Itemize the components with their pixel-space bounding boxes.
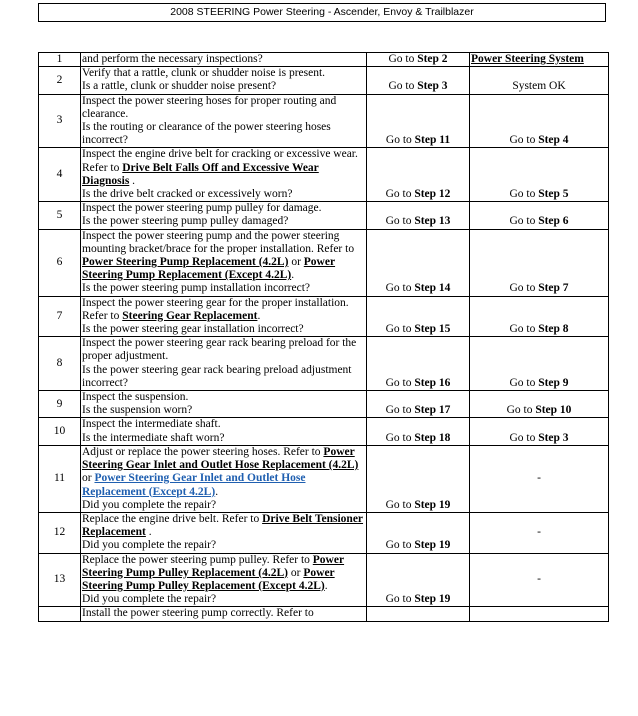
table-row <box>39 391 609 418</box>
step-reference: Step 19 <box>414 498 451 511</box>
step-reference: Step 19 <box>414 593 451 606</box>
reference-link[interactable]: Power Steering Pump Pulley Replacement (4.2L) <box>82 553 345 579</box>
step-reference: Step 12 <box>414 188 451 201</box>
step-number: 12 <box>39 512 81 553</box>
step-number: 3 <box>39 94 81 148</box>
table-row <box>39 53 609 67</box>
step-reference: Step 19 <box>414 539 451 552</box>
result-prefix: Go to <box>506 404 536 417</box>
step-action <box>81 391 367 418</box>
no-result <box>470 391 609 418</box>
yes-result <box>367 337 470 391</box>
result-prefix: Go to <box>509 282 539 295</box>
action-text: Is the power steering pump pulley damaged? <box>82 215 289 228</box>
yes-result <box>367 418 470 445</box>
action-line <box>82 404 365 417</box>
step-reference: Step 17 <box>414 404 451 417</box>
action-line <box>82 67 365 80</box>
reference-link[interactable]: Power Steering Gear Inlet and Outlet Hose Replacement (Except 4.2L) <box>82 472 306 498</box>
result-prefix: Go to <box>509 134 539 147</box>
action-text: . <box>215 485 219 498</box>
step-reference: Step 6 <box>538 215 569 228</box>
step-number: 5 <box>39 202 81 229</box>
action-text: Install the power steering pump correctly. Refer to <box>82 607 314 620</box>
action-text: . <box>145 526 152 539</box>
action-text: Is the suspension worn? <box>82 404 193 417</box>
no-result <box>470 418 609 445</box>
result-text: - <box>537 573 541 586</box>
reference-link[interactable]: Power Steering Pump Replacement (4.2L) <box>82 256 289 269</box>
yes-result <box>367 607 470 621</box>
step-number: 13 <box>39 553 81 607</box>
reference-link[interactable]: Drive Belt Tensioner Replacement <box>82 512 364 539</box>
step-action <box>81 53 367 67</box>
action-text: Replace the power steering pump pulley. Refer to <box>82 553 313 566</box>
yes-result <box>367 53 470 67</box>
action-text: Inspect the engine drive belt for cracking or excessive wear. Refer to <box>82 148 358 174</box>
action-line <box>82 282 365 295</box>
no-result <box>470 607 609 621</box>
result-prefix: Go to <box>385 134 415 147</box>
reference-link[interactable]: Power Steering Pump Replacement (Except 4.2L) <box>82 256 336 282</box>
table-row <box>39 607 609 621</box>
action-text: Verify that a rattle, clunk or shudder noise is present. <box>82 67 326 80</box>
step-reference: Step 13 <box>414 215 451 228</box>
reference-link[interactable]: Power Steering Pump Pulley Replacement (Except 4.2L) <box>82 566 335 592</box>
action-line <box>82 323 365 336</box>
action-text: . <box>324 579 328 592</box>
step-reference: Step 4 <box>538 134 569 147</box>
action-text: . <box>257 309 261 322</box>
step-reference: Step 14 <box>414 282 451 295</box>
result-prefix: Go to <box>509 188 539 201</box>
action-text: Is the intermediate shaft worn? <box>82 431 225 444</box>
action-line <box>82 202 365 215</box>
step-number: 11 <box>39 445 81 512</box>
yes-result <box>367 296 470 337</box>
action-line <box>82 513 365 539</box>
table-row <box>39 202 609 229</box>
table-row <box>39 445 609 512</box>
step-reference: Step 3 <box>417 80 448 93</box>
no-result <box>470 553 609 607</box>
table-row <box>39 418 609 445</box>
no-result <box>470 67 609 94</box>
action-text: Did you complete the repair? <box>82 593 217 606</box>
yes-result <box>367 67 470 94</box>
result-prefix: Go to <box>509 215 539 228</box>
action-line <box>82 539 365 552</box>
action-text: or <box>288 256 304 269</box>
table-row <box>39 67 609 94</box>
step-number: 7 <box>39 296 81 337</box>
result-prefix: Go to <box>385 188 415 201</box>
table-row <box>39 512 609 553</box>
reference-link[interactable]: Steering Gear Replacement <box>122 309 258 322</box>
step-action <box>81 337 367 391</box>
no-result <box>470 229 609 296</box>
action-line <box>82 297 365 323</box>
step-action <box>81 67 367 94</box>
no-result <box>470 148 609 202</box>
step-reference: Step 11 <box>414 134 451 147</box>
result-prefix: Go to <box>385 593 415 606</box>
step-action <box>81 418 367 445</box>
reference-link[interactable]: Drive Belt Falls Off and Excessive Wear Diagnosis <box>82 161 319 187</box>
reference-link[interactable]: Power Steering Gear Inlet and Outlet Hose Replacement (4.2L) <box>82 445 359 472</box>
action-line <box>82 80 365 93</box>
table-row <box>39 148 609 202</box>
yes-result <box>367 391 470 418</box>
step-action <box>81 94 367 148</box>
step-reference: Step 9 <box>538 376 569 389</box>
no-result <box>470 94 609 148</box>
step-action <box>81 607 367 621</box>
step-number: 6 <box>39 229 81 296</box>
action-text: or <box>82 472 95 485</box>
step-action <box>81 148 367 202</box>
action-line <box>82 554 365 594</box>
action-text: Is the power steering gear rack bearing preload adjustment incorrect? <box>82 363 352 389</box>
diagnostic-table <box>38 52 609 622</box>
action-text: Inspect the power steering pump and the power steering mounting bracket/brace for the proper installation. Refer to <box>82 229 355 255</box>
no-result <box>470 53 609 67</box>
action-line <box>82 593 365 606</box>
action-text: Is a rattle, clunk or shudder noise present? <box>82 80 277 93</box>
yes-result <box>367 553 470 607</box>
action-line <box>82 364 365 390</box>
action-text: Inspect the power steering gear for the proper installation. Refer to <box>82 296 349 322</box>
action-text: Inspect the power steering gear rack bearing preload for the proper adjustment. <box>82 337 357 363</box>
page-header-title: 2008 STEERING Power Steering - Ascender, Envoy & Trailblazer <box>170 6 474 18</box>
result-text: - <box>537 526 541 539</box>
action-line <box>82 446 365 499</box>
action-line <box>82 148 365 188</box>
step-reference: Step 16 <box>414 376 451 389</box>
no-result <box>470 512 609 553</box>
result-prefix: Go to <box>388 53 418 65</box>
no-result <box>470 445 609 512</box>
result-prefix: Go to <box>509 323 539 336</box>
step-reference: Step 18 <box>414 431 451 444</box>
step-reference: Step 2 <box>417 53 448 65</box>
step-reference: Step 5 <box>538 188 569 201</box>
action-line <box>82 337 365 363</box>
yes-result <box>367 512 470 553</box>
action-line <box>82 53 365 66</box>
action-line <box>82 432 365 445</box>
step-action <box>81 445 367 512</box>
yes-result <box>367 148 470 202</box>
step-action <box>81 296 367 337</box>
step-number: 1 <box>39 53 81 67</box>
result-prefix: Go to <box>388 80 418 93</box>
no-result <box>470 296 609 337</box>
action-text: Inspect the intermediate shaft. <box>82 418 221 431</box>
diagnostic-table-body <box>39 53 609 622</box>
step-reference: Step 3 <box>538 431 569 444</box>
action-line <box>82 607 365 620</box>
result-prefix: Go to <box>385 431 415 444</box>
step-reference: Step 15 <box>414 323 451 336</box>
result-text: System OK <box>512 80 566 93</box>
action-line <box>82 230 365 283</box>
result-prefix: Go to <box>385 282 415 295</box>
reference-link[interactable]: Power Steering System <box>471 53 584 65</box>
step-number: 2 <box>39 67 81 94</box>
step-action <box>81 202 367 229</box>
action-text: Did you complete the repair? <box>82 539 217 552</box>
step-action <box>81 512 367 553</box>
step-number: 4 <box>39 148 81 202</box>
action-line <box>82 95 365 121</box>
action-line <box>82 391 365 404</box>
step-action <box>81 553 367 607</box>
yes-result <box>367 94 470 148</box>
action-text: Is the drive belt cracked or excessively worn? <box>82 188 293 201</box>
action-text: Inspect the suspension. <box>82 391 189 404</box>
action-line <box>82 418 365 431</box>
action-text: Is the routing or clearance of the power steering hoses incorrect? <box>82 121 331 147</box>
result-prefix: Go to <box>385 215 415 228</box>
table-row <box>39 296 609 337</box>
action-line <box>82 121 365 147</box>
result-prefix: Go to <box>385 323 415 336</box>
result-prefix: Go to <box>509 431 539 444</box>
action-line <box>82 188 365 201</box>
no-result <box>470 202 609 229</box>
action-text: Inspect the power steering hoses for proper routing and clearance. <box>82 94 337 120</box>
result-prefix: Go to <box>385 404 415 417</box>
result-prefix: Go to <box>509 376 539 389</box>
table-row <box>39 553 609 607</box>
action-text: Is the power steering gear installation incorrect? <box>82 323 304 336</box>
action-line <box>82 215 365 228</box>
result-prefix: Go to <box>385 498 415 511</box>
no-result <box>470 337 609 391</box>
table-row <box>39 337 609 391</box>
step-number: 8 <box>39 337 81 391</box>
action-text: Inspect the power steering pump pulley for damage. <box>82 202 322 215</box>
step-reference: Step 10 <box>535 404 572 417</box>
action-text: or <box>288 566 304 579</box>
table-row <box>39 94 609 148</box>
yes-result <box>367 229 470 296</box>
table-row <box>39 229 609 296</box>
step-action <box>81 229 367 296</box>
action-line <box>82 499 365 512</box>
step-number: 10 <box>39 418 81 445</box>
step-number <box>39 607 81 621</box>
action-text: . <box>129 174 136 187</box>
action-text: Is the power steering pump installation incorrect? <box>82 282 311 295</box>
page-header <box>38 3 606 22</box>
result-prefix: Go to <box>385 539 415 552</box>
yes-result <box>367 445 470 512</box>
action-text: and perform the necessary inspections? <box>82 53 263 65</box>
yes-result <box>367 202 470 229</box>
step-number: 9 <box>39 391 81 418</box>
action-text: Did you complete the repair? <box>82 498 217 511</box>
action-text: . <box>291 269 295 282</box>
step-reference: Step 7 <box>538 282 569 295</box>
step-reference: Step 8 <box>538 323 569 336</box>
action-text: Replace the engine drive belt. Refer to <box>82 512 263 525</box>
result-text: - <box>537 472 541 485</box>
result-prefix: Go to <box>385 376 415 389</box>
action-text: Adjust or replace the power steering hoses. Refer to <box>82 445 324 458</box>
